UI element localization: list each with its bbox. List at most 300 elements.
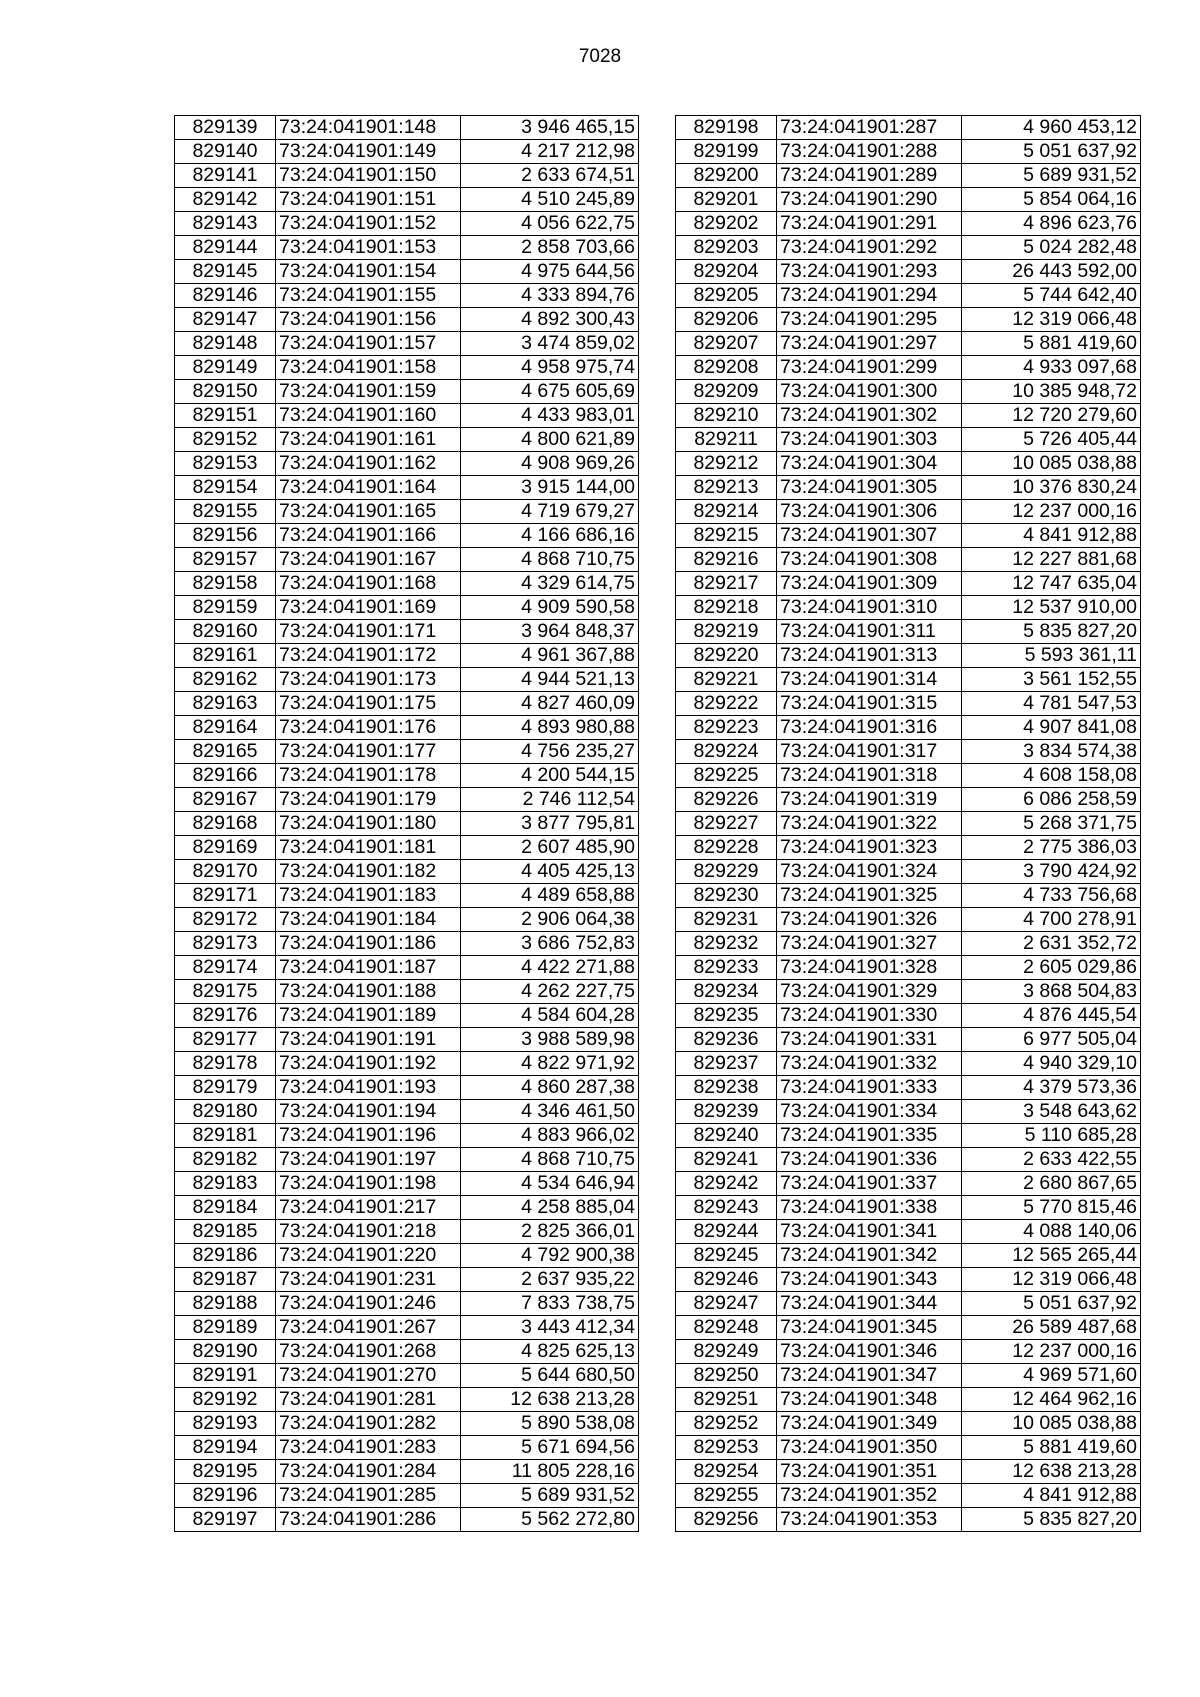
table-row [676, 1364, 1141, 1388]
row-number-cell: 829197 [175, 1508, 276, 1532]
cadastral-number-cell: 73:24:041901:314 [777, 668, 962, 692]
table-row [175, 1412, 639, 1436]
table-row [676, 428, 1141, 452]
row-number-cell: 829204 [676, 260, 777, 284]
cadastral-number-cell: 73:24:041901:160 [276, 404, 461, 428]
cadastral-number-cell: 73:24:041901:351 [777, 1460, 962, 1484]
table-row [175, 788, 639, 812]
table-row [175, 1364, 639, 1388]
row-number-cell: 829251 [676, 1388, 777, 1412]
row-number-cell: 829166 [175, 764, 276, 788]
cadastral-number-cell: 73:24:041901:157 [276, 332, 461, 356]
cadastral-number-cell: 73:24:041901:282 [276, 1412, 461, 1436]
table-row [175, 1100, 639, 1124]
value-cell: 2 680 867,65 [962, 1172, 1141, 1196]
value-cell: 4 969 571,60 [962, 1364, 1141, 1388]
table-row [676, 620, 1141, 644]
cadastral-number-cell: 73:24:041901:338 [777, 1196, 962, 1220]
cadastral-number-cell: 73:24:041901:317 [777, 740, 962, 764]
table-row [175, 1172, 639, 1196]
table-row [175, 380, 639, 404]
row-number-cell: 829170 [175, 860, 276, 884]
row-number-cell: 829142 [175, 188, 276, 212]
cadastral-number-cell: 73:24:041901:156 [276, 308, 461, 332]
row-number-cell: 829210 [676, 404, 777, 428]
row-number-cell: 829143 [175, 212, 276, 236]
value-cell: 4 166 686,16 [461, 524, 639, 548]
table-row [676, 1244, 1141, 1268]
row-number-cell: 829235 [676, 1004, 777, 1028]
cadastral-number-cell: 73:24:041901:154 [276, 260, 461, 284]
table-row [175, 1124, 639, 1148]
table-row [676, 548, 1141, 572]
table-row [175, 1508, 639, 1532]
row-number-cell: 829148 [175, 332, 276, 356]
row-number-cell: 829246 [676, 1268, 777, 1292]
value-cell: 4 909 590,58 [461, 596, 639, 620]
row-number-cell: 829187 [175, 1268, 276, 1292]
table-row [676, 236, 1141, 260]
value-cell: 5 593 361,11 [962, 644, 1141, 668]
cadastral-number-cell: 73:24:041901:349 [777, 1412, 962, 1436]
row-number-cell: 829199 [676, 140, 777, 164]
row-number-cell: 829155 [175, 500, 276, 524]
row-number-cell: 829167 [175, 788, 276, 812]
value-cell: 4 333 894,76 [461, 284, 639, 308]
cadastral-number-cell: 73:24:041901:304 [777, 452, 962, 476]
row-number-cell: 829213 [676, 476, 777, 500]
cadastral-number-cell: 73:24:041901:191 [276, 1028, 461, 1052]
value-cell: 4 868 710,75 [461, 548, 639, 572]
table-row [676, 1484, 1141, 1508]
row-number-cell: 829212 [676, 452, 777, 476]
cadastral-number-cell: 73:24:041901:346 [777, 1340, 962, 1364]
row-number-cell: 829225 [676, 764, 777, 788]
cadastral-number-cell: 73:24:041901:151 [276, 188, 461, 212]
cadastral-number-cell: 73:24:041901:299 [777, 356, 962, 380]
row-number-cell: 829202 [676, 212, 777, 236]
cadastral-number-cell: 73:24:041901:330 [777, 1004, 962, 1028]
row-number-cell: 829189 [175, 1316, 276, 1340]
cadastral-number-cell: 73:24:041901:286 [276, 1508, 461, 1532]
table-row [175, 740, 639, 764]
cadastral-number-cell: 73:24:041901:333 [777, 1076, 962, 1100]
registry-table-left [174, 115, 639, 1532]
value-cell: 4 433 983,01 [461, 404, 639, 428]
row-number-cell: 829243 [676, 1196, 777, 1220]
cadastral-number-cell: 73:24:041901:288 [777, 140, 962, 164]
cadastral-number-cell: 73:24:041901:167 [276, 548, 461, 572]
table-row [175, 956, 639, 980]
cadastral-number-cell: 73:24:041901:218 [276, 1220, 461, 1244]
value-cell: 10 385 948,72 [962, 380, 1141, 404]
table-row [676, 1196, 1141, 1220]
value-cell: 5 024 282,48 [962, 236, 1141, 260]
table-row [676, 1508, 1141, 1532]
cadastral-number-cell: 73:24:041901:285 [276, 1484, 461, 1508]
cadastral-number-cell: 73:24:041901:169 [276, 596, 461, 620]
table-row [175, 1220, 639, 1244]
row-number-cell: 829181 [175, 1124, 276, 1148]
row-number-cell: 829169 [175, 836, 276, 860]
row-number-cell: 829186 [175, 1244, 276, 1268]
table-row [676, 1172, 1141, 1196]
value-cell: 5 726 405,44 [962, 428, 1141, 452]
cadastral-number-cell: 73:24:041901:176 [276, 716, 461, 740]
row-number-cell: 829194 [175, 1436, 276, 1460]
cadastral-number-cell: 73:24:041901:164 [276, 476, 461, 500]
value-cell: 3 946 465,15 [461, 116, 639, 140]
value-cell: 4 825 625,13 [461, 1340, 639, 1364]
value-cell: 5 562 272,80 [461, 1508, 639, 1532]
table-row [676, 884, 1141, 908]
cadastral-number-cell: 73:24:041901:335 [777, 1124, 962, 1148]
value-cell: 6 086 258,59 [962, 788, 1141, 812]
row-number-cell: 829178 [175, 1052, 276, 1076]
row-number-cell: 829254 [676, 1460, 777, 1484]
value-cell: 10 376 830,24 [962, 476, 1141, 500]
table-row [676, 164, 1141, 188]
row-number-cell: 829173 [175, 932, 276, 956]
row-number-cell: 829203 [676, 236, 777, 260]
table-row [676, 1220, 1141, 1244]
value-cell: 4 346 461,50 [461, 1100, 639, 1124]
cadastral-number-cell: 73:24:041901:308 [777, 548, 962, 572]
table-row [175, 1436, 639, 1460]
row-number-cell: 829179 [175, 1076, 276, 1100]
cadastral-number-cell: 73:24:041901:153 [276, 236, 461, 260]
cadastral-number-cell: 73:24:041901:292 [777, 236, 962, 260]
table-row [175, 860, 639, 884]
cadastral-number-cell: 73:24:041901:183 [276, 884, 461, 908]
row-number-cell: 829140 [175, 140, 276, 164]
value-cell: 5 671 694,56 [461, 1436, 639, 1460]
table-row [175, 548, 639, 572]
row-number-cell: 829248 [676, 1316, 777, 1340]
row-number-cell: 829164 [175, 716, 276, 740]
cadastral-number-cell: 73:24:041901:297 [777, 332, 962, 356]
row-number-cell: 829223 [676, 716, 777, 740]
table-row [676, 380, 1141, 404]
value-cell: 3 964 848,37 [461, 620, 639, 644]
cadastral-number-cell: 73:24:041901:293 [777, 260, 962, 284]
cadastral-number-cell: 73:24:041901:181 [276, 836, 461, 860]
table-row [175, 236, 639, 260]
value-cell: 5 854 064,16 [962, 188, 1141, 212]
row-number-cell: 829256 [676, 1508, 777, 1532]
table-row [676, 956, 1141, 980]
value-cell: 4 940 329,10 [962, 1052, 1141, 1076]
value-cell: 5 770 815,46 [962, 1196, 1141, 1220]
value-cell: 4 883 966,02 [461, 1124, 639, 1148]
row-number-cell: 829224 [676, 740, 777, 764]
row-number-cell: 829236 [676, 1028, 777, 1052]
cadastral-number-cell: 73:24:041901:348 [777, 1388, 962, 1412]
value-cell: 3 915 144,00 [461, 476, 639, 500]
table-row [175, 1244, 639, 1268]
value-cell: 26 589 487,68 [962, 1316, 1141, 1340]
cadastral-number-cell: 73:24:041901:180 [276, 812, 461, 836]
row-number-cell: 829150 [175, 380, 276, 404]
row-number-cell: 829188 [175, 1292, 276, 1316]
table-row [175, 308, 639, 332]
value-cell: 4 841 912,88 [962, 524, 1141, 548]
value-cell: 4 258 885,04 [461, 1196, 639, 1220]
value-cell: 2 746 112,54 [461, 788, 639, 812]
row-number-cell: 829237 [676, 1052, 777, 1076]
cadastral-number-cell: 73:24:041901:294 [777, 284, 962, 308]
cadastral-number-cell: 73:24:041901:347 [777, 1364, 962, 1388]
cadastral-number-cell: 73:24:041901:150 [276, 164, 461, 188]
cadastral-number-cell: 73:24:041901:327 [777, 932, 962, 956]
row-number-cell: 829139 [175, 116, 276, 140]
value-cell: 26 443 592,00 [962, 260, 1141, 284]
cadastral-number-cell: 73:24:041901:161 [276, 428, 461, 452]
value-cell: 4 893 980,88 [461, 716, 639, 740]
value-cell: 4 841 912,88 [962, 1484, 1141, 1508]
value-cell: 2 775 386,03 [962, 836, 1141, 860]
cadastral-number-cell: 73:24:041901:311 [777, 620, 962, 644]
value-cell: 4 510 245,89 [461, 188, 639, 212]
cadastral-number-cell: 73:24:041901:284 [276, 1460, 461, 1484]
row-number-cell: 829154 [175, 476, 276, 500]
cadastral-number-cell: 73:24:041901:345 [777, 1316, 962, 1340]
value-cell: 4 958 975,74 [461, 356, 639, 380]
value-cell: 4 608 158,08 [962, 764, 1141, 788]
cadastral-number-cell: 73:24:041901:162 [276, 452, 461, 476]
value-cell: 5 268 371,75 [962, 812, 1141, 836]
row-number-cell: 829241 [676, 1148, 777, 1172]
table-row [175, 1004, 639, 1028]
cadastral-number-cell: 73:24:041901:197 [276, 1148, 461, 1172]
row-number-cell: 829159 [175, 596, 276, 620]
row-number-cell: 829176 [175, 1004, 276, 1028]
value-cell: 2 633 422,55 [962, 1148, 1141, 1172]
table-row [676, 212, 1141, 236]
table-row [175, 284, 639, 308]
row-number-cell: 829183 [175, 1172, 276, 1196]
table-row [676, 140, 1141, 164]
value-cell: 4 733 756,68 [962, 884, 1141, 908]
row-number-cell: 829198 [676, 116, 777, 140]
value-cell: 4 907 841,08 [962, 716, 1141, 740]
table-row [175, 428, 639, 452]
table-row [175, 1268, 639, 1292]
cadastral-number-cell: 73:24:041901:315 [777, 692, 962, 716]
table-row [175, 1076, 639, 1100]
row-number-cell: 829192 [175, 1388, 276, 1412]
cadastral-number-cell: 73:24:041901:322 [777, 812, 962, 836]
value-cell: 4 756 235,27 [461, 740, 639, 764]
row-number-cell: 829196 [175, 1484, 276, 1508]
row-number-cell: 829208 [676, 356, 777, 380]
value-cell: 4 876 445,54 [962, 1004, 1141, 1028]
table-row [175, 1484, 639, 1508]
cadastral-number-cell: 73:24:041901:187 [276, 956, 461, 980]
table-row [175, 716, 639, 740]
value-cell: 12 237 000,16 [962, 1340, 1141, 1364]
cadastral-number-cell: 73:24:041901:326 [777, 908, 962, 932]
row-number-cell: 829239 [676, 1100, 777, 1124]
value-cell: 4 422 271,88 [461, 956, 639, 980]
cadastral-number-cell: 73:24:041901:177 [276, 740, 461, 764]
table-row [676, 644, 1141, 668]
row-number-cell: 829144 [175, 236, 276, 260]
row-number-cell: 829233 [676, 956, 777, 980]
cadastral-number-cell: 73:24:041901:318 [777, 764, 962, 788]
cadastral-number-cell: 73:24:041901:353 [777, 1508, 962, 1532]
cadastral-number-cell: 73:24:041901:307 [777, 524, 962, 548]
table-row [676, 524, 1141, 548]
cadastral-number-cell: 73:24:041901:303 [777, 428, 962, 452]
row-number-cell: 829200 [676, 164, 777, 188]
row-number-cell: 829171 [175, 884, 276, 908]
value-cell: 5 051 637,92 [962, 140, 1141, 164]
value-cell: 4 534 646,94 [461, 1172, 639, 1196]
row-number-cell: 829215 [676, 524, 777, 548]
table-row [676, 788, 1141, 812]
row-number-cell: 829229 [676, 860, 777, 884]
cadastral-number-cell: 73:24:041901:193 [276, 1076, 461, 1100]
value-cell: 5 644 680,50 [461, 1364, 639, 1388]
table-row [175, 1292, 639, 1316]
table-row [175, 644, 639, 668]
row-number-cell: 829222 [676, 692, 777, 716]
cadastral-number-cell: 73:24:041901:331 [777, 1028, 962, 1052]
row-number-cell: 829245 [676, 1244, 777, 1268]
value-cell: 4 933 097,68 [962, 356, 1141, 380]
row-number-cell: 829185 [175, 1220, 276, 1244]
row-number-cell: 829158 [175, 572, 276, 596]
table-row [175, 1196, 639, 1220]
row-number-cell: 829201 [676, 188, 777, 212]
value-cell: 5 835 827,20 [962, 1508, 1141, 1532]
cadastral-number-cell: 73:24:041901:178 [276, 764, 461, 788]
row-number-cell: 829151 [175, 404, 276, 428]
table-row [676, 116, 1141, 140]
cadastral-number-cell: 73:24:041901:165 [276, 500, 461, 524]
row-number-cell: 829180 [175, 1100, 276, 1124]
value-cell: 4 675 605,69 [461, 380, 639, 404]
row-number-cell: 829221 [676, 668, 777, 692]
table-row [676, 1316, 1141, 1340]
table-row [676, 308, 1141, 332]
value-cell: 5 744 642,40 [962, 284, 1141, 308]
value-cell: 4 781 547,53 [962, 692, 1141, 716]
table-row [175, 1340, 639, 1364]
cadastral-number-cell: 73:24:041901:155 [276, 284, 461, 308]
row-number-cell: 829220 [676, 644, 777, 668]
value-cell: 4 792 900,38 [461, 1244, 639, 1268]
row-number-cell: 829182 [175, 1148, 276, 1172]
row-number-cell: 829145 [175, 260, 276, 284]
table-row [175, 1460, 639, 1484]
table-row [676, 1028, 1141, 1052]
row-number-cell: 829231 [676, 908, 777, 932]
value-cell: 4 405 425,13 [461, 860, 639, 884]
table-row [175, 1388, 639, 1412]
cadastral-number-cell: 73:24:041901:342 [777, 1244, 962, 1268]
table-row [676, 1148, 1141, 1172]
value-cell: 3 790 424,92 [962, 860, 1141, 884]
row-number-cell: 829168 [175, 812, 276, 836]
row-number-cell: 829147 [175, 308, 276, 332]
value-cell: 4 868 710,75 [461, 1148, 639, 1172]
value-cell: 2 858 703,66 [461, 236, 639, 260]
table-row [676, 980, 1141, 1004]
cadastral-number-cell: 73:24:041901:287 [777, 116, 962, 140]
row-number-cell: 829255 [676, 1484, 777, 1508]
table-row [676, 932, 1141, 956]
cadastral-number-cell: 73:24:041901:158 [276, 356, 461, 380]
value-cell: 2 825 366,01 [461, 1220, 639, 1244]
row-number-cell: 829146 [175, 284, 276, 308]
table-row [676, 1124, 1141, 1148]
table-row [676, 476, 1141, 500]
table-row [676, 356, 1141, 380]
table-row [676, 860, 1141, 884]
value-cell: 4 489 658,88 [461, 884, 639, 908]
value-cell: 12 237 000,16 [962, 500, 1141, 524]
cadastral-number-cell: 73:24:041901:166 [276, 524, 461, 548]
row-number-cell: 829253 [676, 1436, 777, 1460]
row-number-cell: 829206 [676, 308, 777, 332]
cadastral-number-cell: 73:24:041901:310 [777, 596, 962, 620]
cadastral-number-cell: 73:24:041901:291 [777, 212, 962, 236]
cadastral-number-cell: 73:24:041901:325 [777, 884, 962, 908]
cadastral-number-cell: 73:24:041901:173 [276, 668, 461, 692]
table-row [175, 908, 639, 932]
row-number-cell: 829238 [676, 1076, 777, 1100]
table-row [175, 596, 639, 620]
row-number-cell: 829232 [676, 932, 777, 956]
row-number-cell: 829228 [676, 836, 777, 860]
row-number-cell: 829219 [676, 620, 777, 644]
value-cell: 4 822 971,92 [461, 1052, 639, 1076]
cadastral-number-cell: 73:24:041901:217 [276, 1196, 461, 1220]
table-row [175, 116, 639, 140]
cadastral-number-cell: 73:24:041901:281 [276, 1388, 461, 1412]
value-cell: 5 051 637,92 [962, 1292, 1141, 1316]
table-row [175, 812, 639, 836]
value-cell: 4 262 227,75 [461, 980, 639, 1004]
table-row [676, 596, 1141, 620]
cadastral-number-cell: 73:24:041901:179 [276, 788, 461, 812]
cadastral-number-cell: 73:24:041901:194 [276, 1100, 461, 1124]
row-number-cell: 829247 [676, 1292, 777, 1316]
cadastral-number-cell: 73:24:041901:268 [276, 1340, 461, 1364]
value-cell: 12 638 213,28 [962, 1460, 1141, 1484]
row-number-cell: 829152 [175, 428, 276, 452]
cadastral-number-cell: 73:24:041901:319 [777, 788, 962, 812]
table-row [676, 764, 1141, 788]
value-cell: 12 319 066,48 [962, 308, 1141, 332]
value-cell: 12 720 279,60 [962, 404, 1141, 428]
cadastral-number-cell: 73:24:041901:350 [777, 1436, 962, 1460]
cadastral-number-cell: 73:24:041901:175 [276, 692, 461, 716]
row-number-cell: 829227 [676, 812, 777, 836]
table-row [175, 404, 639, 428]
value-cell: 5 881 419,60 [962, 332, 1141, 356]
table-row [175, 572, 639, 596]
row-number-cell: 829230 [676, 884, 777, 908]
table-row [175, 1316, 639, 1340]
cadastral-number-cell: 73:24:041901:171 [276, 620, 461, 644]
table-row [676, 1412, 1141, 1436]
cadastral-number-cell: 73:24:041901:186 [276, 932, 461, 956]
cadastral-number-cell: 73:24:041901:289 [777, 164, 962, 188]
value-cell: 3 868 504,83 [962, 980, 1141, 1004]
